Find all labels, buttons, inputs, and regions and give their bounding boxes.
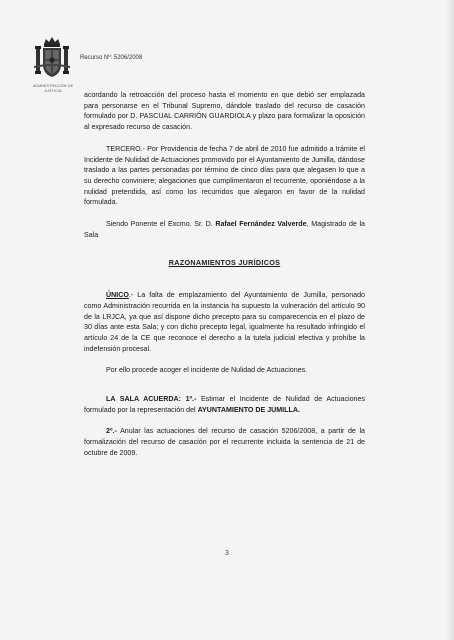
case-reference: Recurso Nº: 5206/2008 bbox=[80, 55, 143, 61]
ponente-text-a: Siendo Ponente el Excmo. Sr. D. bbox=[106, 220, 216, 229]
section-heading: RAZONAMIENTOS JURÍDICOS bbox=[168, 258, 281, 268]
paragraph-acuerda-1 bbox=[84, 394, 365, 415]
page-number: 3 bbox=[225, 550, 229, 557]
acuerda-text: Estimar el Incidente de Nulidad de Actuaciones formulado por la representación del bbox=[84, 395, 365, 414]
unico-label: ÚNICO bbox=[106, 291, 129, 300]
acuerda-2-text: Anular las actuaciones del recurso de casación 5206/2008, a partir de la formalización del recurso de casación por el recurrente incluida la sentencia de 21 de octubre de 2009. bbox=[84, 427, 365, 457]
paragraph-acuerda-2 bbox=[84, 426, 365, 458]
paragraph-conclusion: Por ello procede acoger el incidente de Nulidad de Actuaciones. bbox=[106, 366, 308, 375]
paragraph-tercero: TERCERO.- Por Providencia de fecha 7 de abril de 2010 fue admitido a trámite el Incidente de Nulidad de Actuaciones promovido por el Ayuntamiento de Jumilla, dándose traslado a las partes personadas por término de cinco días para que alegasen lo que a su derecho conviniere; alegaciones que cumplimentaron el recurrente, oponiéndose a la nulidad pretendida, así como los recurridos que alegaron en favor de la nulidad formulada. bbox=[84, 144, 365, 207]
crest-caption: ADMINISTRACIÓN DE JUSTICIA bbox=[32, 84, 74, 93]
acuerda-2-label: 2º.- bbox=[106, 427, 117, 436]
acuerda-label: LA SALA ACUERDA: 1º.- bbox=[106, 395, 197, 404]
paragraph-1: acordando la retroacción del proceso hasta el momento en que debió ser emplazada para personarse en el Tribunal Supremo, dándole traslado del recurso de casación formulado por D. PASCUAL CARRIÓN GUARDIOLA y plazo para formalizar la oposición al expresado recurso de casación. bbox=[84, 91, 365, 132]
coat-of-arms-icon bbox=[34, 36, 70, 80]
scan-edge-shadow bbox=[446, 0, 454, 640]
paragraph-unico bbox=[84, 290, 365, 354]
unico-text: .- La falta de emplazamiento del Ayuntamiento de Jumilla, personado como Administración recurrida en la instancia ha supuesto la vulneración del artículo 90 de la LRJCA, ya que así dispone dicho precepto para su comparecencia en el plazo de 30 días ante esta Sala; y con dicho precepto legal, igualmente ha resultado infringido el artículo 24 de la CE que reconoce el derecho a la tutela judicial efectiva y prohíbe la indefensión procesal. bbox=[84, 291, 365, 353]
ponente-text-b: , Magistrado de la Sala bbox=[84, 220, 366, 239]
document-body bbox=[84, 90, 365, 470]
ponente-name: Rafael Fernández Valverde bbox=[215, 220, 307, 229]
acuerda-name: AYUNTAMIENTO DE JUMILLA. bbox=[197, 405, 300, 414]
paragraph-ponente bbox=[84, 219, 365, 240]
